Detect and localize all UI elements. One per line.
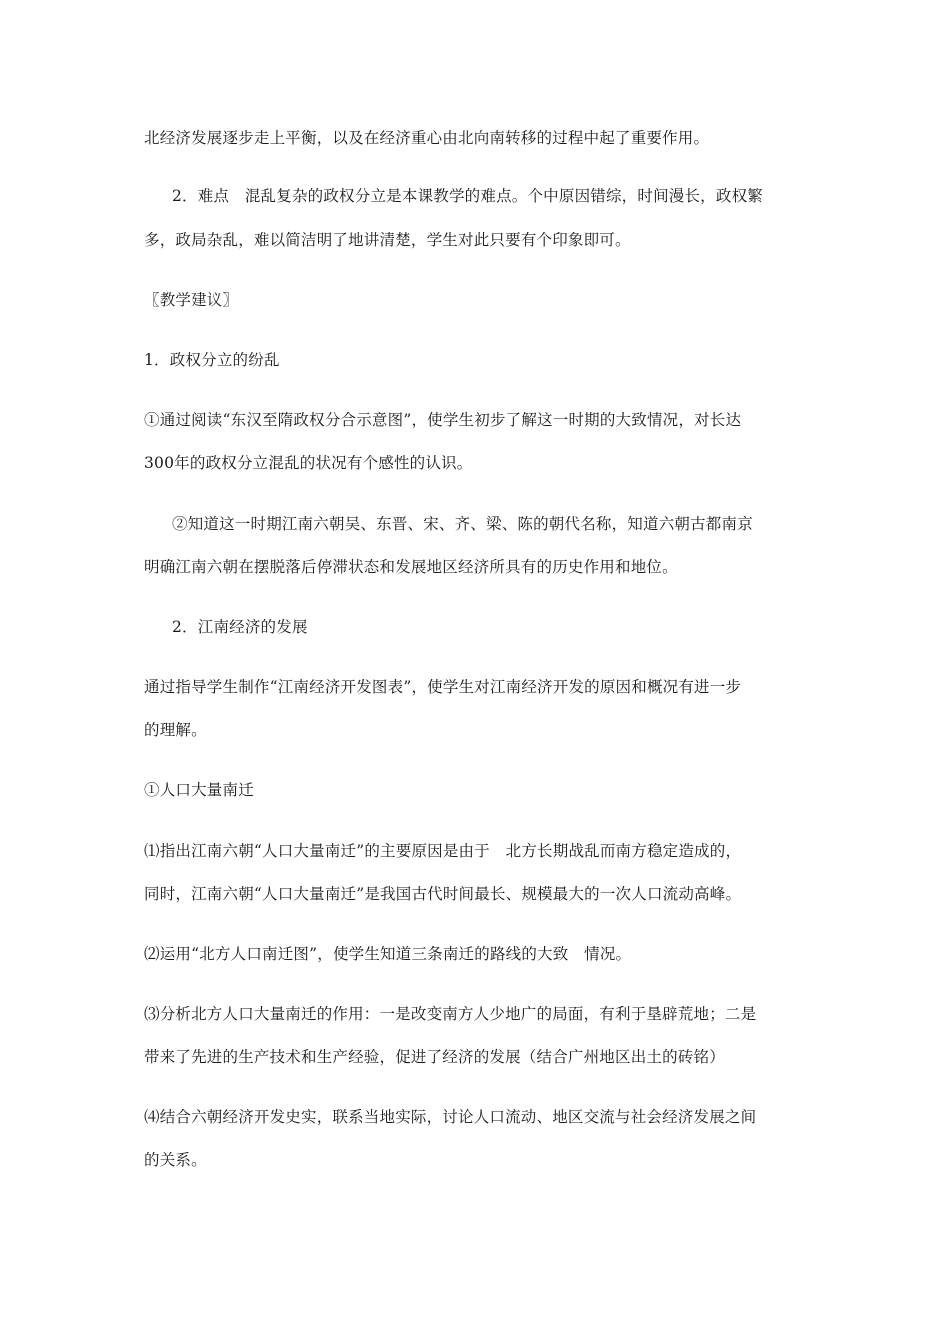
text-line-3: 多，政局杂乱，难以简洁明了地讲清楚，学生对此只要有个印象即可。 <box>144 231 631 249</box>
text-line-9: 明确江南六朝在摆脱落后停滞状态和发展地区经济所具有的历史作用和地位。 <box>144 558 678 576</box>
text-line-12: 的理解。 <box>144 721 207 739</box>
text-line-8: ②知道这一时期江南六朝吴、东晋、宋、齐、梁、陈的朝代名称，知道六朝古都南京 <box>172 515 753 533</box>
text-line-20: 的关系。 <box>144 1151 207 1169</box>
text-line-17: ⑶分析北方人口大量南迁的作用：一是改变南方人少地广的局面，有利于垦辟荒地；二是 <box>144 1005 757 1023</box>
section-heading: 〖教学建议〗 <box>144 291 239 309</box>
list-item-heading: ①人口大量南迁 <box>144 781 254 799</box>
subheading-2: 2．江南经济的发展 <box>172 618 308 636</box>
text-line-7: 300年的政权分立混乱的状况有个感性的认识。 <box>144 454 473 472</box>
text-line-6: ①通过阅读“东汉至隋政权分合示意图”，使学生初步了解这一时期的大致情况，对长达 <box>144 411 742 429</box>
text-line-11: 通过指导学生制作“江南经济开发图表”，使学生对江南经济开发的原因和概况有进一步 <box>144 678 742 696</box>
text-line-18: 带来了先进的生产技术和生产经验，促进了经济的发展（结合广州地区出土的砖铭） <box>144 1048 725 1066</box>
text-line-16: ⑵运用“北方人口南迁图”，使学生知道三条南迁的路线的大致 情况。 <box>144 945 632 963</box>
text-line-14: ⑴指出江南六朝“人口大量南迁”的主要原因是由于 北方长期战乱而南方稳定造成的， <box>144 842 742 860</box>
text-line-1: 北经济发展逐步走上平衡，以及在经济重心由北向南转移的过程中起了重要作用。 <box>144 129 710 147</box>
text-line-2: 2．难点 混乱复杂的政权分立是本课教学的难点。个中原因错综，时间漫长，政权繁 <box>172 187 763 205</box>
text-line-15: 同时，江南六朝“人口大量南迁”是我国古代时间最长、规模最大的一次人口流动高峰。 <box>144 885 742 903</box>
subheading-1: 1．政权分立的纷乱 <box>144 351 280 369</box>
text-line-19: ⑷结合六朝经济开发史实，联系当地实际，讨论人口流动、地区交流与社会经济发展之间 <box>144 1108 757 1126</box>
